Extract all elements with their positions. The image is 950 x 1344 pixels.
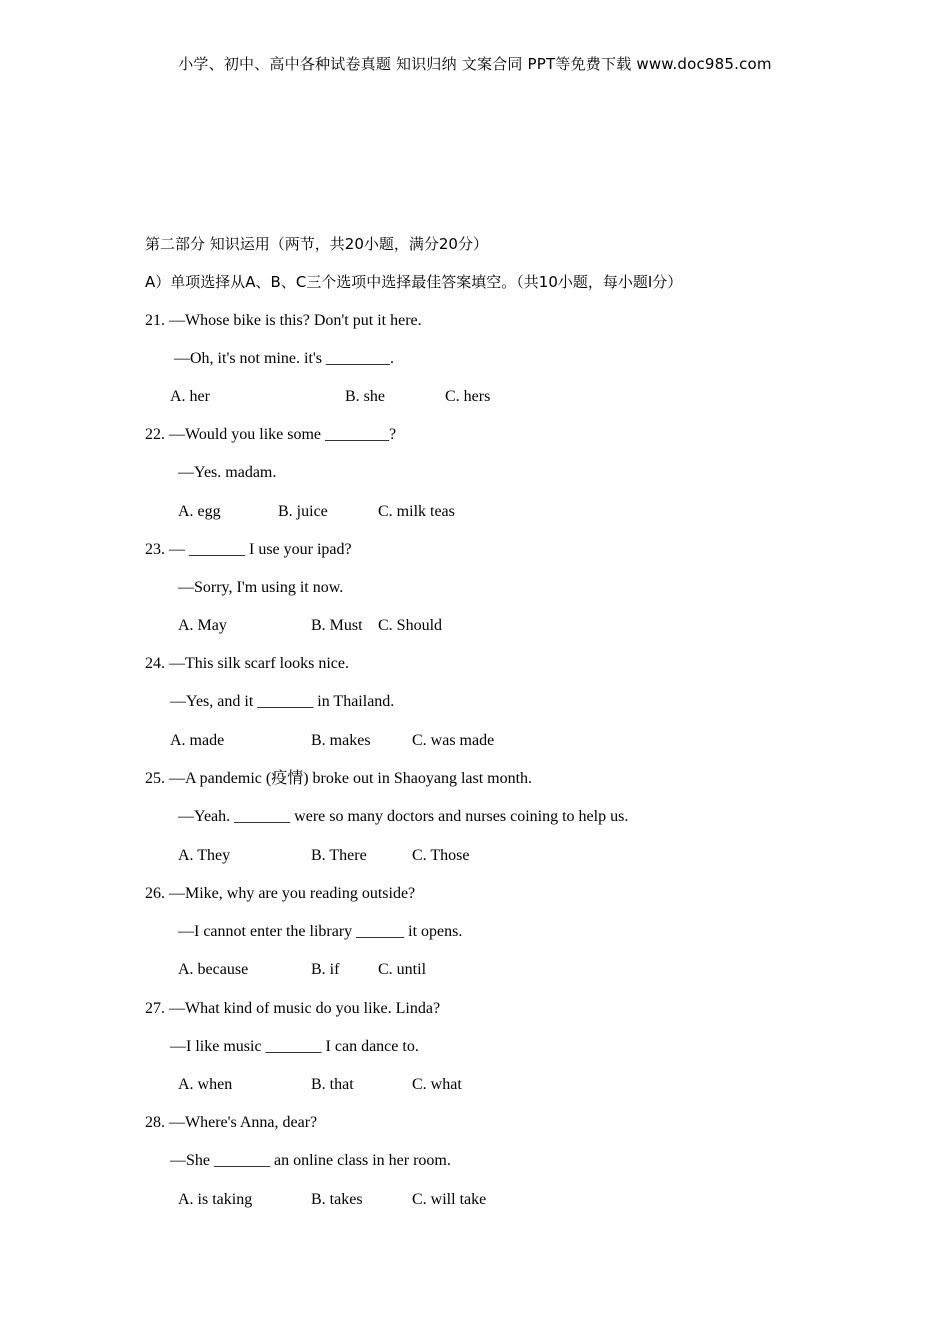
option-27-b: B. that — [311, 1076, 354, 1093]
answer-line-24: —Yes, and it _______ in Thailand. — [170, 693, 395, 710]
option-26-c: C. until — [378, 961, 427, 978]
question-24: 24. —This silk scarf looks nice. — [145, 655, 349, 672]
section-instruction: A）单项选择从A、B、C三个选项中选择最佳答案填空。（共10小题，每小题I分） — [145, 273, 683, 291]
option-22-a: A. egg — [178, 503, 221, 520]
option-26-b: B. if — [311, 961, 340, 978]
option-21-a: A. her — [170, 388, 210, 405]
option-22-b: B. juice — [278, 503, 328, 520]
option-22-c: C. milk teas — [378, 503, 455, 520]
question-22: 22. —Would you like some ________? — [145, 426, 397, 443]
option-27-a: A. when — [178, 1076, 233, 1093]
answer-line-23: —Sorry, I'm using it now. — [178, 579, 344, 596]
question-28: 28. —Where's Anna, dear? — [145, 1114, 318, 1131]
question-25: 25. —A pandemic (疫情) broke out in Shaoyang last month. — [145, 770, 533, 787]
question-21: 21. —Whose bike is this? Don't put it here. — [145, 312, 422, 329]
option-28-a: A. is taking — [178, 1191, 253, 1208]
question-26: 26. —Mike, why are you reading outside? — [145, 885, 416, 902]
option-26-a: A. because — [178, 961, 249, 978]
answer-line-26: —I cannot enter the library ______ it opens. — [178, 923, 463, 940]
option-27-c: C. what — [412, 1076, 462, 1093]
question-27: 27. —What kind of music do you like. Linda? — [145, 1000, 441, 1017]
answer-line-22: —Yes. madam. — [178, 464, 277, 481]
option-23-b: B. Must — [311, 617, 363, 634]
answer-line-27: —I like music _______ I can dance to. — [170, 1038, 419, 1055]
answer-line-25: —Yeah. _______ were so many doctors and nurses coining to help us. — [178, 808, 629, 825]
option-25-c: C. Those — [412, 847, 470, 864]
option-24-b: B. makes — [311, 732, 371, 749]
option-23-c: C. Should — [378, 617, 443, 634]
option-28-b: B. takes — [311, 1191, 363, 1208]
option-23-a: A. May — [178, 617, 227, 634]
option-21-b: B. she — [345, 388, 385, 405]
answer-line-21: —Oh, it's not mine. it's ________. — [174, 350, 394, 367]
option-24-a: A. made — [170, 732, 225, 749]
option-24-c: C. was made — [412, 732, 495, 749]
answer-line-28: —She _______ an online class in her room. — [170, 1152, 451, 1169]
option-21-c: C. hers — [445, 388, 491, 405]
option-28-c: C. will take — [412, 1191, 487, 1208]
section-title: 第二部分 知识运用（两节，共20小题，满分20分） — [145, 235, 488, 253]
question-23: 23. — _______ I use your ipad? — [145, 541, 352, 558]
option-25-a: A. They — [178, 847, 231, 864]
page-header: 小学、初中、高中各种试卷真题 知识归纳 文案合同 PPT等免费下载 www.doc985.com — [178, 55, 772, 73]
option-25-b: B. There — [311, 847, 367, 864]
